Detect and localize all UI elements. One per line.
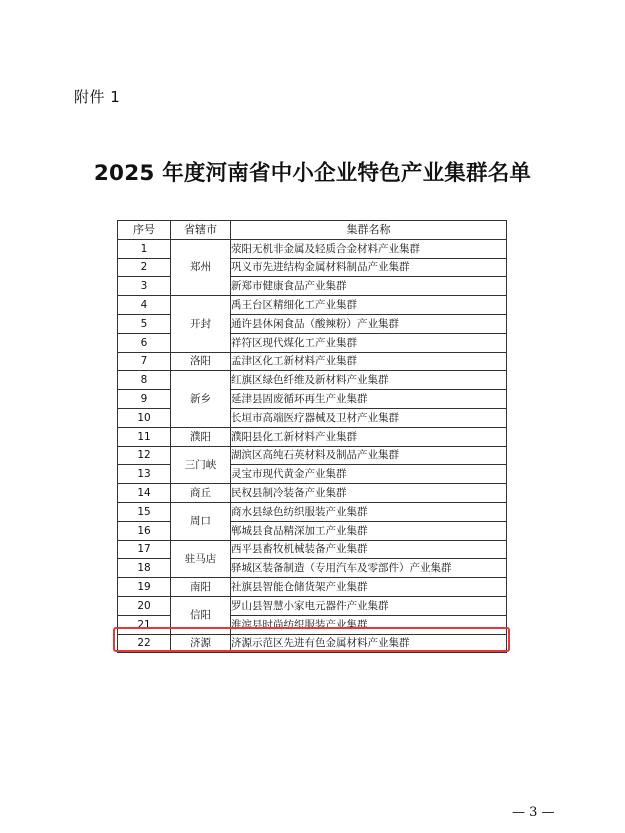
serial-cell: 12 [118, 446, 171, 465]
table-row [118, 540, 507, 559]
table-row [118, 596, 507, 615]
table-header-row [118, 221, 507, 240]
serial-cell: 15 [118, 502, 171, 521]
header-serial: 序号 [118, 221, 171, 240]
cluster-name-cell: 淮滨县时尚纺织服装产业集群 [231, 615, 507, 634]
serial-cell: 5 [118, 314, 171, 333]
serial-cell: 18 [118, 559, 171, 578]
table-row [118, 502, 507, 521]
table-row [118, 296, 507, 315]
serial-cell: 11 [118, 427, 171, 446]
serial-cell: 22 [118, 634, 171, 653]
city-cell: 三门峡 [171, 446, 231, 484]
cluster-name-cell: 西平县畜牧机械装备产业集群 [231, 540, 507, 559]
cluster-name-cell: 济源示范区先进有色金属材料产业集群 [231, 634, 507, 653]
cluster-name-cell: 灵宝市现代黄金产业集群 [231, 465, 507, 484]
header-city: 省辖市 [171, 221, 231, 240]
cluster-name-cell: 濮阳县化工新材料产业集群 [231, 427, 507, 446]
cluster-name-cell: 祥符区现代煤化工产业集群 [231, 333, 507, 352]
serial-cell: 10 [118, 408, 171, 427]
cluster-name-cell: 禹王台区精细化工产业集群 [231, 296, 507, 315]
city-cell: 商丘 [171, 484, 231, 503]
document-title: 2025 年度河南省中小企业特色产业集群名单 [93, 161, 532, 186]
serial-cell: 16 [118, 521, 171, 540]
serial-cell: 7 [118, 352, 171, 371]
city-cell: 驻马店 [171, 540, 231, 578]
table-row [118, 352, 507, 371]
serial-cell: 8 [118, 371, 171, 390]
attachment-label: 附件 1 [74, 88, 121, 106]
table-row [118, 578, 507, 597]
header-cluster-name: 集群名称 [231, 221, 507, 240]
city-cell: 济源 [171, 634, 231, 653]
serial-cell: 20 [118, 596, 171, 615]
city-cell: 新乡 [171, 371, 231, 427]
cluster-name-cell: 民权县制冷装备产业集群 [231, 484, 507, 503]
city-cell: 濮阳 [171, 427, 231, 446]
city-cell: 开封 [171, 296, 231, 352]
cluster-name-cell: 孟津区化工新材料产业集群 [231, 352, 507, 371]
city-cell: 南阳 [171, 578, 231, 597]
cluster-name-cell: 驿城区装备制造（专用汽车及零部件）产业集群 [231, 559, 507, 578]
cluster-name-cell: 巩义市先进结构金属材料制品产业集群 [231, 258, 507, 277]
serial-cell: 4 [118, 296, 171, 315]
cluster-name-cell: 社旗县智能仓储货架产业集群 [231, 578, 507, 597]
table-row [118, 446, 507, 465]
cluster-name-cell: 延津县固废循环再生产业集群 [231, 390, 507, 409]
serial-cell: 21 [118, 615, 171, 634]
serial-cell: 19 [118, 578, 171, 597]
serial-cell: 17 [118, 540, 171, 559]
page-number: — 3 — [512, 805, 555, 820]
serial-cell: 14 [118, 484, 171, 503]
cluster-name-cell: 红旗区绿色纤维及新材料产业集群 [231, 371, 507, 390]
cluster-name-cell: 商水县绿色纺织服装产业集群 [231, 502, 507, 521]
serial-cell: 2 [118, 258, 171, 277]
cluster-name-cell: 荥阳无机非金属及轻质合金材料产业集群 [231, 239, 507, 258]
city-cell: 郑州 [171, 239, 231, 295]
serial-cell: 1 [118, 239, 171, 258]
cluster-name-cell: 郸城县食品精深加工产业集群 [231, 521, 507, 540]
table-row [118, 371, 507, 390]
table-body [118, 239, 507, 653]
table-row [118, 484, 507, 503]
cluster-name-cell: 长垣市高端医疗器械及卫材产业集群 [231, 408, 507, 427]
serial-cell: 13 [118, 465, 171, 484]
serial-cell: 3 [118, 277, 171, 296]
serial-cell: 9 [118, 390, 171, 409]
city-cell: 信阳 [171, 596, 231, 634]
cluster-name-cell: 罗山县智慧小家电元器件产业集群 [231, 596, 507, 615]
cluster-name-cell: 通许县休闲食品（酸辣粉）产业集群 [231, 314, 507, 333]
cluster-name-cell: 湖滨区高纯石英材料及制品产业集群 [231, 446, 507, 465]
cluster-table [117, 220, 507, 653]
serial-cell: 6 [118, 333, 171, 352]
table-row [118, 239, 507, 258]
table-row [118, 427, 507, 446]
city-cell: 周口 [171, 502, 231, 540]
cluster-name-cell: 新郑市健康食品产业集群 [231, 277, 507, 296]
city-cell: 洛阳 [171, 352, 231, 371]
table-row [118, 634, 507, 653]
